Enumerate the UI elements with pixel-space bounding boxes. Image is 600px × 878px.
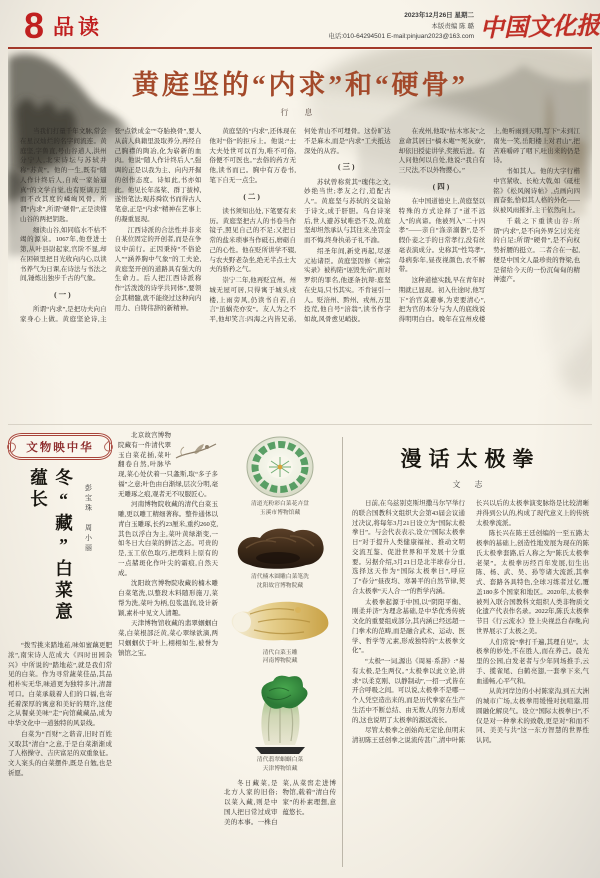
page-plate: [24, 5, 104, 46]
wood-cabbage-brush-washer-image: [232, 520, 328, 572]
taiji-byline: 文 志: [452, 480, 489, 489]
relics-paragraph: 沈阳故宫博物院收藏的楠木雕白菜笔洗,以整段木料随形施刀,菜帮为洗,菜叶为柄,包浆温润,设计新颖,素朴中见文人清趣。: [118, 580, 218, 617]
porcelain-plate-image: [244, 435, 316, 499]
section-name: 品读: [53, 15, 104, 39]
taiji-headline: 漫话太极拳: [400, 447, 541, 471]
relics-figures-column: [224, 431, 336, 871]
relics-body-col1: [8, 641, 112, 871]
relics-body-col3: [224, 779, 336, 845]
main-article-body: [20, 127, 580, 423]
relics-title-block: [8, 468, 112, 636]
taiji-paragraph: 人们常说“拳打千遍,其理自见”。太极拳的妙处,不在胜人,而在养己。晨光里的公园,白发老者与少年同场推手,云手、揽雀尾、白鹤亮翅,一套拳下来,气血通畅,心平气和。: [476, 638, 589, 685]
figure-credit-text: 天津博物馆藏: [262, 765, 298, 772]
relics-article: [8, 431, 336, 871]
main-paragraph: 苏轼曾称赏其“瑰伟之文,妙绝当世;孝友之行,追配古人”。黄庭坚与苏轼的交谊始于诗文,成于肝胆。乌台诗案后,世人避苏轼唯恐不及,黄庭坚却坦然承认与其往来,坐罚金而不悔,终身执弟子礼不渝。: [303, 178, 391, 244]
main-paragraph: 黄庭坚的“内求”,还体现在他对“俗”的拒斥上。他说:“士大夫处世可以百为,唯不可俗,俗便不可医也。”去俗的药方无他,读书而已。胸中有万卷书,笔下自无一点尘。: [209, 128, 296, 184]
main-paragraph: 书如其人。他的大字行楷中宫紧收、长枪大戟,如《砥柱铭》《松风阁诗帖》,点画向四面奋张,恰似其人格的外化——纵被风雨摧折,主干依然向上。: [493, 168, 580, 214]
relics-paragraph: 河南博物院收藏的清代白菜玉雕,更以雕工精细著称。整件通体以青白玉雕琢,长约23厘米,重约260克,其色以浮白为主,菜叶黄绿渐变,一如冬日大白菜的鲜活之态。可贵的是,玉工依色取巧,把璞料上原有的一点赭斑化作叶尖的霜痕,自然天成。: [118, 501, 218, 577]
relics-column-2: [118, 431, 218, 871]
main-paragraph: 读书须知出处,下笔要有来历。黄庭坚把古人的书卷当作镜子,照见自己的不足;又把日常的盐米琐事当作砥石,磨砺自己的心性。他在贬所讲学不辍,与农夫野老杂坐,绝无半点士大夫的骄矜之气。: [209, 207, 296, 274]
main-paragraph: (三): [338, 162, 357, 172]
taiji-paragraph: 从黄河岸边的小村陈家沟,到五大洲的城市广场,太极拳用缓慢对抗喧嚣,用圆融化解戾气。设立“国际太极拳日”,不仅是对一种拳术的致敬,更是对“和而不同、美美与共”这一东方智慧的世界性认同。: [476, 688, 589, 744]
main-paragraph: 江西诗派的合法性并非来自某位固定的开创者,而是在争议中前行。正因秉持“不俗论人”“涵养胸中气象”的工夫论,黄庭坚开创的道路具有强大的生命力。后人把江西诗派称作“活泼泼的诗学共同体”,要领会其精髓,就不能绕过这种向内用力、自铸伟辞的新精神。: [114, 226, 202, 312]
main-paragraph: 这种道德实践,早在青年时期就已显现。初入仕途时,他写下“治官莫避事,为吏要清心”,把为官的本分与为人的底线说得明明白白。晚年在宜州戍楼上,他听雨到天明,写下“未到江南先一笑,岳阳楼上对君山”,把苦难嚼碎了咽下,吐出来的仍是诗。: [398, 128, 580, 323]
page-number: 8: [24, 5, 45, 46]
main-article: [8, 50, 592, 425]
taiji-paragraph: 陈长兴在陈王廷创编的一至五路太极拳的基础上,创造性地发展为现在的陈氏太极拳套路,后人称之为“陈氏太极拳老架”。太极拳历经百年发展,衍生出陈、杨、武、吴、孙等诸大流派,其拳式、套路各具特色,全球习练者过亿,覆盖180多个国家和地区。2020年,太极拳被列入联合国教科文组织人类非物质文化遗产代表作名录。2022年,陈氏太极拳节目《行云流水》登上央视总台春晚,向世界展示了太极之美。: [476, 530, 589, 635]
relics-paragraph: “拨雪挑来踏地菘,味如蜜藕更肥浓”,南宋诗人范成大《四时田园杂兴》中所说的“踏地菘”,就是我们常见的白菜。作为寻常蔬菜佳品,其品相朴实无华,味道更为独特多汁,清甜可口。白菜承载着人们的口福,也寄托着深厚的寓意和美好的期许,这使之从餐桌美味“走”向馆藏藏品,成为中华文化中一道独特的风景线。: [8, 642, 112, 727]
main-paragraph: 所谓“内求”,是把功夫向自家身心上做。黄庭坚论诗,主张“点铁成金”“夺胎换骨”,要人从前人典籍里汲取养分,再经自己胸襟的陶冶,化为崭新的血肉。他说“随人作计终后人”,强调的正是以我为主、向内开掘的创作态度。诗如此,书亦如此。他见长年荡桨、群丁拔棹,遂悟笔法;观苏舜钦书而得古人笔意,正是“内求”精神在艺事上的凝重显现。: [20, 128, 202, 323]
relics-author-1: 彭宝珠: [84, 484, 93, 514]
relics-banner-label: 文物映中华: [26, 441, 94, 454]
contact-line: 电话:010-64294501 E-mail:pinjuan2023@163.com: [328, 33, 474, 41]
main-paragraph: (一): [54, 290, 73, 299]
figure-credit-text: 河南博物院藏: [262, 658, 298, 665]
jade-cabbage-carving-image: [228, 594, 332, 648]
main-paragraph: 细读山谷,如同临水不枯不竭的源泉。1067年,他登进士第,从叶县尉起家,官阶不显,却在困顿里把目光收向内心,以读书养气为日课,在诗法与书法之间,锤炼出独步千古的气象。: [20, 226, 107, 283]
main-paragraph: 在中国道德史上,黄庭坚以特殊的方式诠释了“道不远人”的真谛。他被列入“二十四孝”——亲自“涤亲溺器”,是不假仆妾之手的日常孝行,没有丝毫表演成分。史称其“性笃孝”,母病弥年,昼夜视颜色,衣不解带。: [398, 198, 486, 274]
main-byline: 行 息: [280, 108, 320, 117]
ink-branch-sketch: [174, 434, 218, 464]
figure-credit-text: 玉溪市博物馆藏: [259, 509, 301, 516]
header-meta: [328, 11, 474, 43]
masthead-logo: 中国文化报: [479, 13, 600, 43]
taiji-article: [349, 431, 592, 871]
main-paragraph: 千载之下重读山谷:所谓“内求”,是不向外界乞讨光亮的自足;所谓“硬骨”,是不向权势折腰的挺立。二者合在一起,便是中国文人最珍贵的脊梁,也是留给今天的一份沉甸甸的精神遗产。: [493, 217, 580, 284]
taiji-paragraph: 太极拳起源于中国,以“阴阳平衡、刚柔并济”为理念基础,是中华优秀传统文化的重要组成部分,其内涵已经远超一门拳术的范畴,而是融合武术、运动、医学、哲学等元素,形成独特的“太极拳文化”。: [352, 598, 465, 655]
relics-column-1: [8, 431, 112, 871]
scroll-ornament-icon: [102, 440, 115, 453]
relics-paragraph: 北京故宫博物院藏有一件清代翠玉白菜花插,菜叶翻卷自然,叶脉毕现,菜心处伏着一只螽斯,取“多子多福”之意;叶色由白渐绿,层次分明,毫无雕琢之痕,观者无不叹服匠心。: [118, 432, 218, 498]
main-paragraph: 绍圣年间,新党再起,尽逐元祐诸臣。黄庭坚因修《神宗实录》被构陷“诬毁先帝”,面对罗织的罪名,他逐条抗辩:庭坚在史局,只书其实。不肯诬引一人。贬涪州、黔州、戎州,万里投荒,他自号“涪翁”,读书作字如故,风骨愈见峭拔。: [303, 247, 391, 323]
relics-banner: [8, 433, 112, 460]
editor-line: 本版责编 陈 璐: [431, 22, 474, 30]
scroll-ornament-icon: [5, 440, 18, 453]
figure-caption-text: 清代翡翠蝈蝈白菜: [256, 757, 304, 764]
main-paragraph: 当我们打量千年文脉,常会在星汉灿烂的名字间流连。黄庭坚,字鲁直,号山谷道人,洪州分宁人,北宋诗坛与苏轼并称“苏黄”。他的一生,既有“随人作计终后人,自成一家始逼真”的文学自觉,也有贬谪万里而不改其度的嶙峋风骨。所谓“内求”,所谓“硬骨”,正是读懂山谷的两把钥匙。: [20, 128, 107, 223]
taiji-paragraph: 尽管太极拳之创始尚无定论,但明末清初陈王廷创拳之说流传甚广,清中叶陈长兴以后的太极拳演变脉络是比较清晰并得到公认的,构成了现代意义上的传统太极拳流派。: [352, 500, 589, 744]
taiji-paragraph: “太极”一词,源出《周易·系辞》:“易有太极,是生两仪。”太极拳以此立论,讲求“以柔克刚、以静制动”,一招一式皆在开合呼吸之间。可以说,太极拳不是哪一个人凭空造出来的,而是历代拳家在生产生活中不断总结、由无数人的努力形成的,这也说明了太极拳的源远流长。: [352, 658, 465, 724]
figure-credit-text: 沈阳故宫博物院藏: [256, 583, 304, 590]
main-paragraph: 在戎州,他取“枯木寒灰”之意命其居曰“槁木庵”“死灰寮”,却依旧授徒讲学,奖掖后进。有人问他何以自处,他说:“我自有三尺法,不以外物撄心。”: [398, 128, 486, 174]
taiji-paragraph: 日前,在乌兹别克斯坦撒马尔罕举行的联合国教科文组织大会第43届会议通过决议,将每年3月21日设立为“国际太极拳日”。与会代表表示,设立“国际太极拳日”对于提升人类健康福祉、推动文明交流互鉴、促进世界和平发展十分重要。另据介绍,3月21日是北半球春分日,选择这天作为“国际太极拳日”,呼应了“春分”昼夜均、寒暑平的自然节律,契合太极拳“天人合一”的哲学内涵。: [352, 500, 465, 595]
relics-body-col2: [118, 431, 218, 658]
figure-caption-text: 清道光粉彩白菜花卉盘: [251, 501, 309, 507]
relics-paragraph: 冬日藏菜,是北方人家的旧俗;以菜入藏,则是中国人把日常过成审美的本事。一株白菜,从菜窖走进博物馆,载着“清白传家”的朴素理想,意蕴悠长。: [224, 779, 336, 826]
figure-caption-text: 清代楠木圆雕白菜笔洗: [251, 574, 309, 581]
relics-author-2: 周小丽: [84, 524, 93, 554]
figure-caption: [263, 649, 298, 666]
main-headline: 黄庭坚的“内求”和“硬骨”: [132, 70, 468, 100]
column-divider: [342, 437, 343, 867]
header-rule-divider: [8, 47, 592, 49]
main-paragraph: (二): [243, 191, 262, 201]
page-header: [10, 5, 600, 46]
jadeite-cabbage-katydid-image: [241, 669, 319, 755]
relics-title: 冬“藏”白菜意蕴长: [28, 468, 74, 624]
main-paragraph: (四): [432, 181, 452, 191]
figure-caption-text: 清代白菜玉雕: [262, 649, 298, 656]
figure-caption: [257, 756, 303, 773]
relics-authors: [84, 468, 94, 636]
bottom-section: [8, 431, 592, 871]
date-line: 2023年12月26日 星期二: [404, 12, 474, 19]
taiji-article-body: [349, 499, 592, 873]
figure-caption: [251, 573, 309, 590]
relics-paragraph: 天津博物馆收藏的翡翠蝈蝈白菜,白菜根部泛黄,菜心翠绿欲滴,两只蝈蝈伏于叶上,栩栩如生,被誉为镇馆之宝。: [118, 620, 218, 657]
relics-paragraph: 白菜为“百财”之谐音,旧时百姓又取其“清白”之意,于是白菜渐渐成了人格操守、吉庆富足的双重象征。文人案头的白菜摆件,既是自勉,也是祈愿。: [8, 730, 112, 777]
figure-caption: [251, 500, 309, 517]
main-paragraph: 崇宁二年,他再贬宜州。州城无屋可居,只得寓于城头戍楼,上雨旁风,仍读书自若,自言“虽蜗壳亦安”。友人为之不平,他却笑言:四海之内皆兄弟,何处青山不可埋骨。这份旷达不是麻木,而是“内求”工夫抵达深处的从容。: [209, 128, 391, 323]
